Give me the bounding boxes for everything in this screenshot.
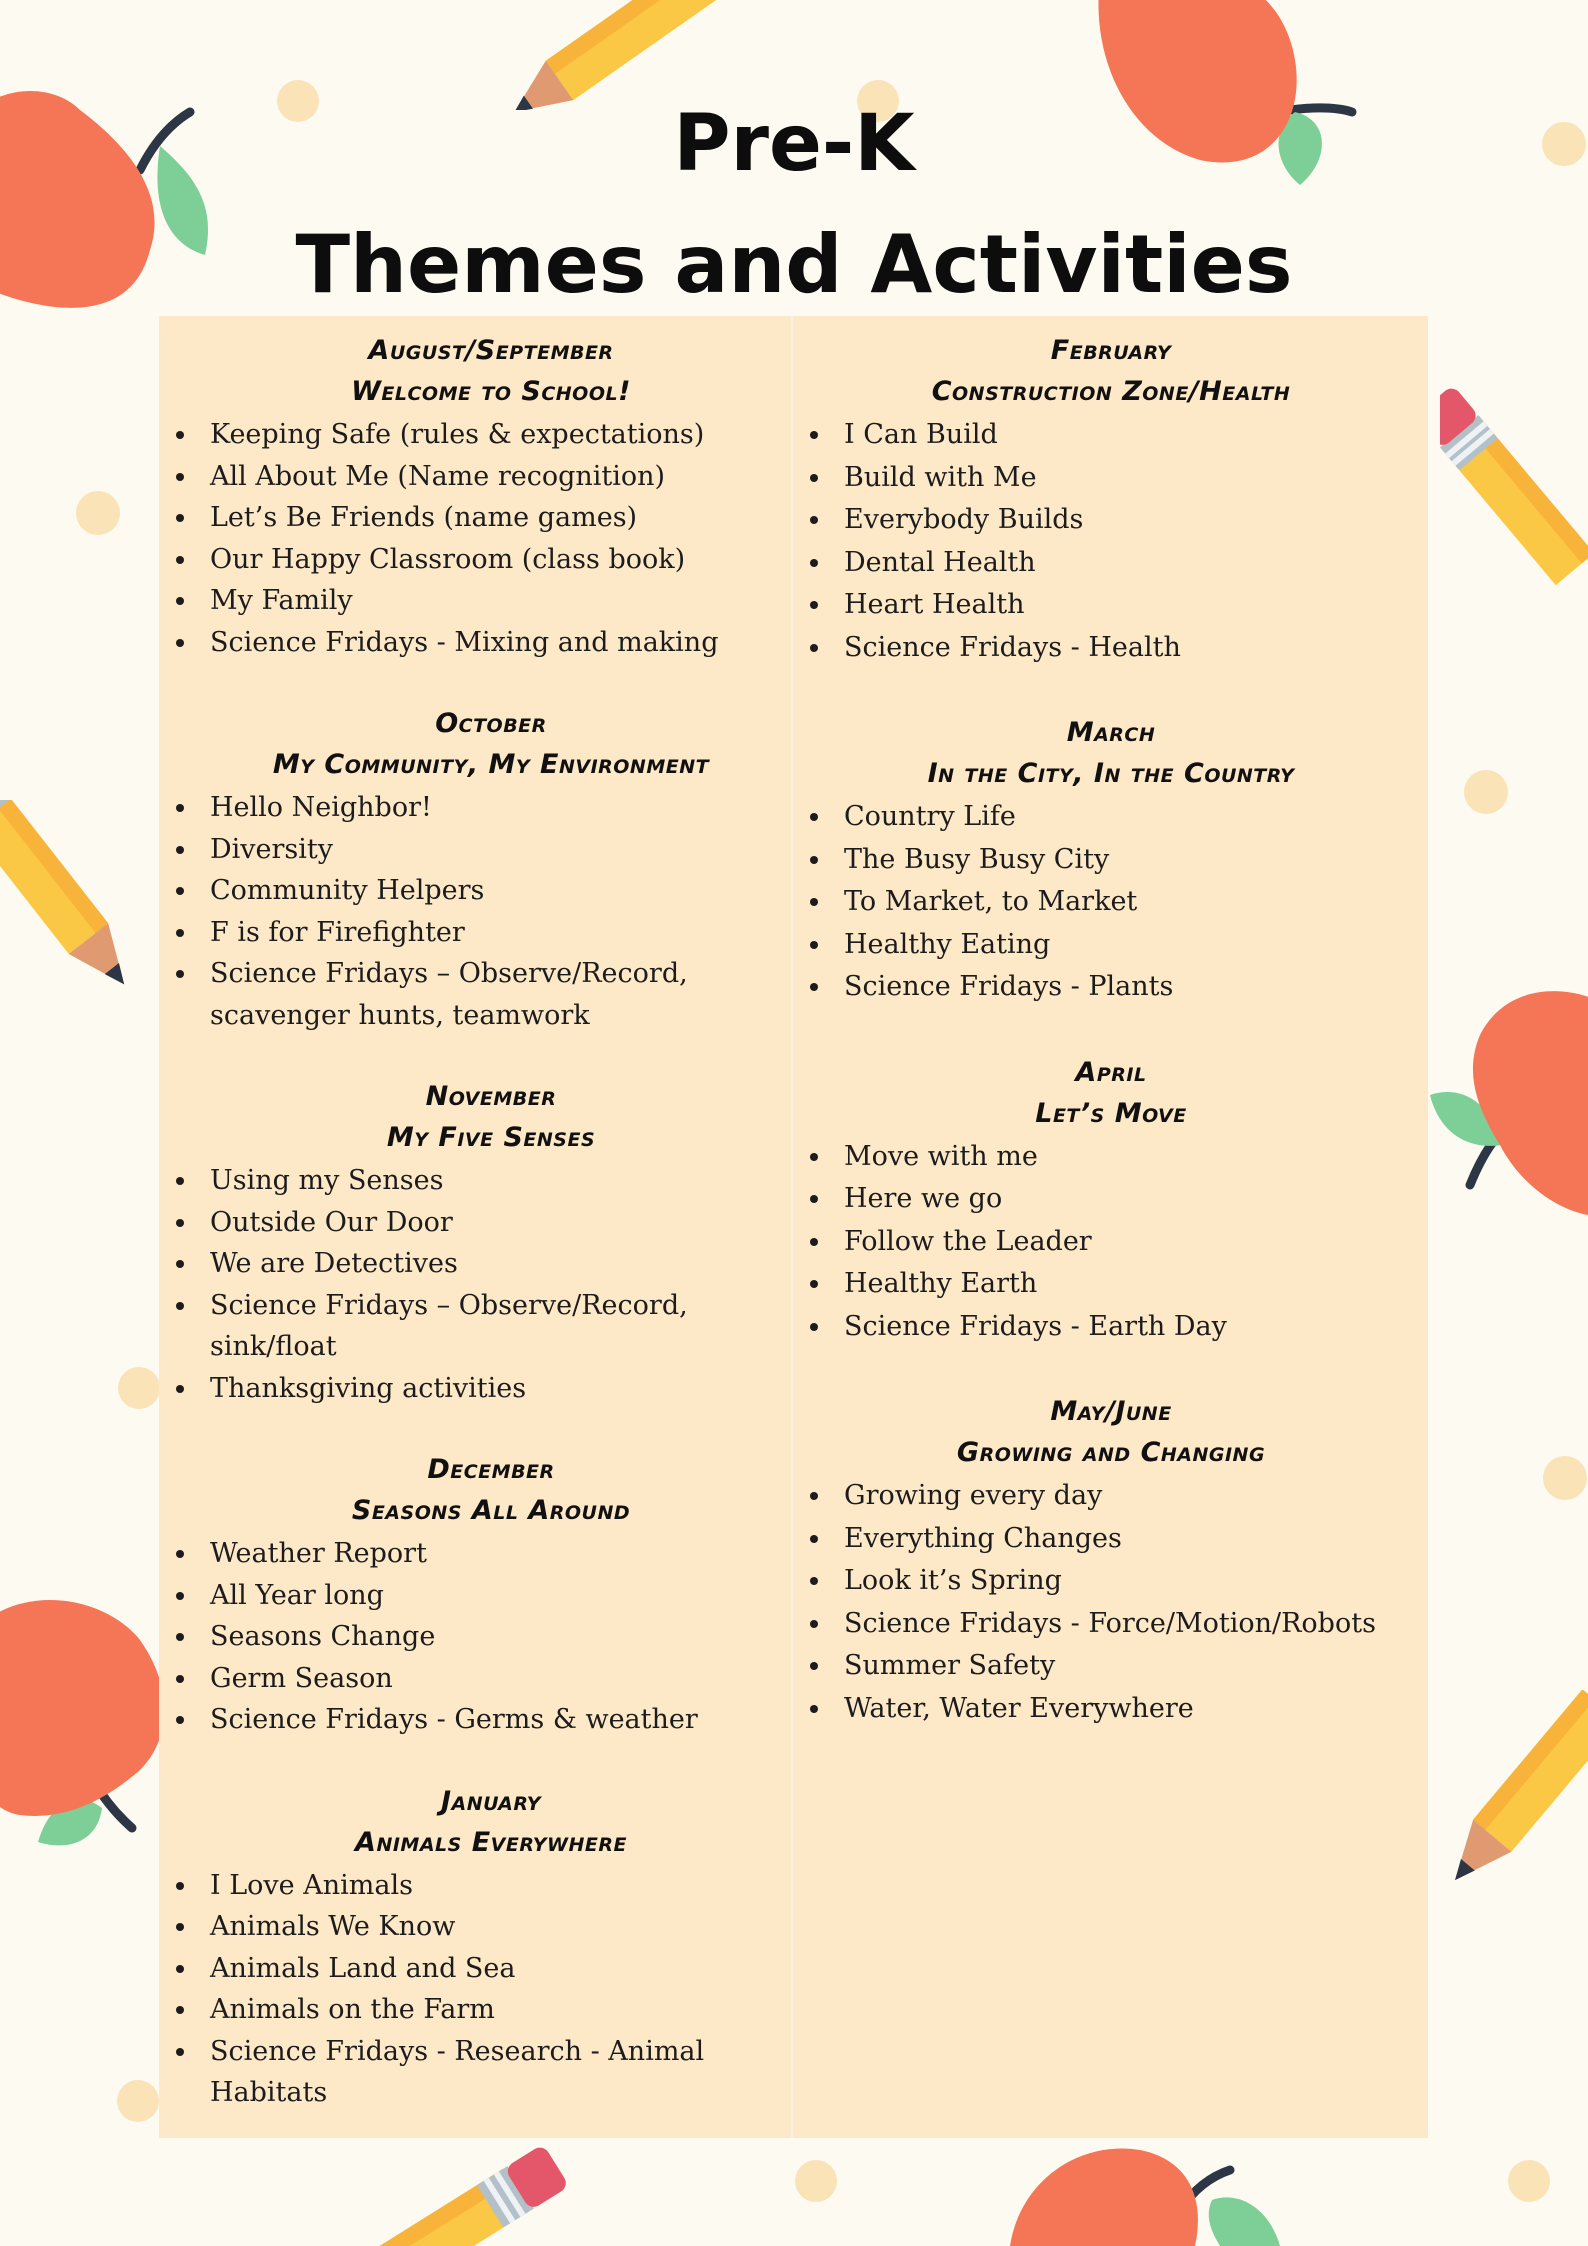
month-section: [802, 1391, 1420, 1730]
activity-item: Heart Health: [802, 584, 1420, 627]
theme-heading: Animals Everywhere: [355, 1826, 627, 1858]
activity-item: Science Fridays - Health: [802, 627, 1420, 670]
pencil-icon: [360, 2140, 580, 2246]
month-heading: August/September: [368, 335, 614, 366]
activity-item: Move with me: [802, 1136, 1420, 1179]
activity-item: Science Fridays - Plants: [802, 966, 1420, 1009]
theme-heading: Growing and Changing: [956, 1437, 1266, 1468]
activity-item: Healthy Earth: [802, 1263, 1420, 1306]
activity-item: Hello Neighbor!: [168, 787, 784, 829]
page-subtitle: Themes and Activities: [295, 218, 1293, 311]
activity-item: Germ Season: [168, 1658, 784, 1700]
activity-list: [802, 1136, 1420, 1349]
month-section: [168, 330, 784, 663]
month-section: [802, 330, 1420, 669]
activity-item: All Year long: [168, 1575, 784, 1617]
month-heading: October: [435, 708, 547, 739]
decorative-dot: [1508, 2160, 1550, 2202]
left-column: [168, 330, 784, 2114]
month-heading: March: [1066, 717, 1156, 748]
activity-item: Our Happy Classroom (class book): [168, 539, 784, 581]
activity-item: Outside Our Door: [168, 1202, 784, 1244]
activity-item: Science Fridays - Force/Motion/Robots: [802, 1603, 1420, 1646]
activity-item: Science Fridays - Mixing and making: [168, 622, 784, 664]
activity-item: Keeping Safe (rules & expectations): [168, 414, 784, 456]
activity-list: [168, 1533, 784, 1741]
right-column: [802, 330, 1420, 1730]
activity-item: We are Detectives: [168, 1243, 784, 1285]
activity-item: My Family: [168, 580, 784, 622]
decorative-dot: [795, 2160, 837, 2202]
activity-item: Using my Senses: [168, 1160, 784, 1202]
month-heading: May/June: [1050, 1396, 1172, 1427]
activity-item: Seasons Change: [168, 1616, 784, 1658]
activity-item: Science Fridays - Research - Animal Habitats: [168, 2031, 784, 2114]
apple-icon: [1420, 975, 1588, 1235]
activity-item: Growing every day: [802, 1475, 1420, 1518]
activity-list: [168, 414, 784, 663]
decorative-dot: [117, 2080, 159, 2122]
activity-item: To Market, to Market: [802, 881, 1420, 924]
month-section: [168, 703, 784, 1036]
activity-item: I Can Build: [802, 414, 1420, 457]
activity-item: Here we go: [802, 1178, 1420, 1221]
pencil-icon: [495, 0, 735, 110]
activity-item: Healthy Eating: [802, 924, 1420, 967]
activity-item: F is for Firefighter: [168, 912, 784, 954]
theme-heading: Seasons All Around: [351, 1495, 631, 1526]
apple-icon: [1000, 2140, 1300, 2246]
activity-item: Science Fridays – Observe/Record, sink/float: [168, 1285, 784, 1368]
pencil-icon: [1440, 385, 1588, 605]
activity-list: [168, 787, 784, 1036]
activity-item: Everybody Builds: [802, 499, 1420, 542]
theme-heading: My Five Senses: [386, 1122, 596, 1153]
activity-item: Animals We Know: [168, 1906, 784, 1948]
column-divider: [791, 316, 793, 2138]
activity-item: Dental Health: [802, 542, 1420, 585]
month-section: [168, 1076, 784, 1409]
decorative-dot: [76, 491, 120, 535]
activity-item: Thanksgiving activities: [168, 1368, 784, 1410]
month-heading: November: [425, 1081, 557, 1112]
activity-item: Science Fridays - Earth Day: [802, 1306, 1420, 1349]
theme-heading: My Community, My Environment: [272, 749, 710, 780]
activity-list: [802, 1475, 1420, 1730]
activity-item: Animals Land and Sea: [168, 1948, 784, 1990]
theme-heading: In the City, In the Country: [927, 758, 1295, 789]
activity-item: Summer Safety: [802, 1645, 1420, 1688]
month-section: [802, 712, 1420, 1009]
month-heading: April: [1075, 1056, 1147, 1088]
activity-list: [802, 414, 1420, 669]
theme-heading: Welcome to School!: [351, 376, 631, 407]
activity-item: Science Fridays – Observe/Record, scavenger hunts, teamwork: [168, 953, 784, 1036]
activity-item: Animals on the Farm: [168, 1989, 784, 2031]
page-title: Pre-K: [673, 99, 915, 189]
activity-list: [168, 1865, 784, 2114]
activity-item: Water, Water Everywhere: [802, 1688, 1420, 1731]
activity-item: Community Helpers: [168, 870, 784, 912]
theme-heading: Let’s Move: [1035, 1097, 1187, 1129]
pencil-icon: [0, 800, 140, 1030]
activity-item: Weather Report: [168, 1533, 784, 1575]
activity-item: Look it’s Spring: [802, 1560, 1420, 1603]
activity-item: I Love Animals: [168, 1865, 784, 1907]
apple-icon: [0, 1580, 180, 1880]
activity-item: Everything Changes: [802, 1518, 1420, 1561]
activity-item: The Busy Busy City: [802, 839, 1420, 882]
activity-item: All About Me (Name recognition): [168, 456, 784, 498]
activity-list: [802, 796, 1420, 1009]
month-heading: February: [1050, 335, 1172, 366]
activity-item: Follow the Leader: [802, 1221, 1420, 1264]
activity-item: Diversity: [168, 829, 784, 871]
month-heading: December: [427, 1454, 555, 1485]
pencil-icon: [1448, 1690, 1588, 1920]
decorative-dot: [118, 1367, 160, 1409]
month-section: [168, 1449, 784, 1741]
month-heading: January: [440, 1785, 542, 1817]
activity-item: Let’s Be Friends (name games): [168, 497, 784, 539]
activity-item: Science Fridays - Germs & weather: [168, 1699, 784, 1741]
activity-item: Country Life: [802, 796, 1420, 839]
month-section: [802, 1052, 1420, 1349]
decorative-dot: [1543, 1456, 1587, 1500]
activity-list: [168, 1160, 784, 1409]
decorative-dot: [1464, 770, 1508, 814]
month-section: [168, 1781, 784, 2114]
activity-item: Build with Me: [802, 457, 1420, 500]
theme-heading: Construction Zone/Health: [931, 376, 1291, 407]
